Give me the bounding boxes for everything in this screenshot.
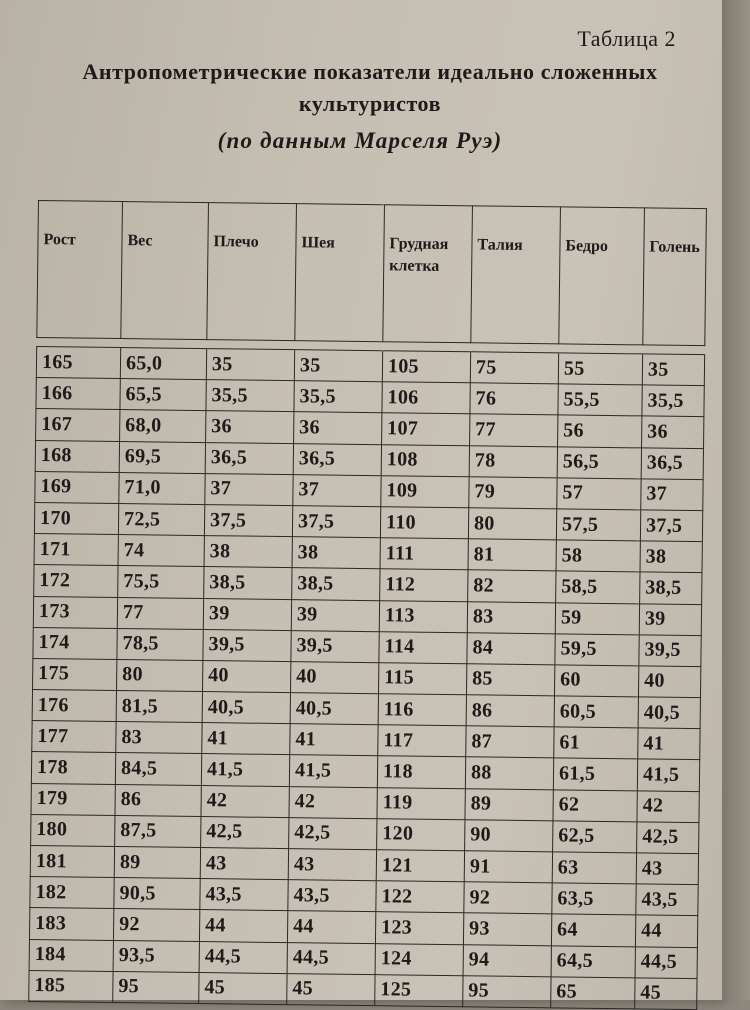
table-cell: 170	[34, 502, 118, 534]
table-cell: 43	[200, 848, 288, 880]
table-cell: 81,5	[116, 691, 202, 723]
table-cell: 92	[113, 909, 199, 941]
table-cell: 76	[470, 383, 558, 415]
table-cell: 124	[375, 943, 463, 975]
table-title	[40, 56, 700, 120]
table-cell: 105	[382, 351, 470, 383]
table-cell: 110	[380, 507, 468, 539]
table-cell: 85	[466, 664, 554, 696]
table-number-label: Таблица 2	[577, 26, 676, 51]
table-cell: 45	[287, 973, 375, 1005]
anthropometric-table	[28, 200, 707, 1010]
table-cell: 60,5	[554, 696, 638, 728]
table-cell: 78,5	[117, 628, 203, 660]
table-cell: 41,5	[201, 754, 289, 786]
table-cell: 40	[290, 661, 378, 693]
table-cell: 42,5	[289, 817, 377, 849]
table-cell: 113	[379, 600, 467, 632]
table-cell: 35,5	[294, 381, 382, 413]
table-cell: 123	[375, 912, 463, 944]
table-cell: 35	[206, 349, 294, 381]
table-cell: 178	[31, 752, 115, 784]
table-cell: 74	[118, 535, 204, 567]
table-cell: 119	[377, 787, 465, 819]
table-cell: 36	[642, 416, 704, 448]
table-cell: 63,5	[552, 883, 636, 915]
table-cell: 36,5	[205, 442, 293, 474]
table-cell: 120	[377, 818, 465, 850]
table-title-line-2: культуристов	[298, 91, 442, 116]
table-cell: 80	[468, 508, 556, 540]
table-cell: 175	[33, 658, 117, 690]
table-cell: 57	[557, 478, 641, 510]
column-header: Талия	[471, 206, 561, 344]
table-cell: 65,0	[120, 348, 206, 380]
table-cell: 61,5	[553, 758, 637, 790]
table-cell: 112	[380, 569, 468, 601]
table-cell: 93	[463, 913, 551, 945]
table-cell: 62	[553, 789, 637, 821]
table-cell: 182	[30, 877, 114, 909]
table-cell: 38	[292, 537, 380, 569]
table-cell: 37,5	[640, 510, 702, 542]
table-cell: 42,5	[637, 822, 699, 854]
table-cell: 44,5	[635, 946, 697, 978]
table-cell: 179	[31, 783, 115, 815]
table-cell: 64,5	[551, 945, 635, 977]
table-cell: 69,5	[119, 441, 205, 473]
table-cell: 55,5	[558, 384, 642, 416]
table-cell: 95	[113, 971, 199, 1003]
table-cell: 35	[294, 350, 382, 382]
table-cell: 58	[556, 540, 640, 572]
table-cell: 89	[114, 846, 200, 878]
table-cell: 71,0	[119, 472, 205, 504]
table-cell: 184	[29, 939, 113, 971]
table-cell: 72,5	[118, 503, 204, 535]
table-cell: 61	[554, 727, 638, 759]
table-cell: 35	[642, 354, 704, 386]
table-cell: 167	[36, 409, 120, 441]
table-cell: 37,5	[292, 506, 380, 538]
table-cell: 80	[117, 659, 203, 691]
table-cell: 86	[115, 784, 201, 816]
table-cell: 65	[551, 977, 635, 1009]
table-cell: 56	[558, 415, 642, 447]
table-cell: 35,5	[642, 385, 704, 417]
table-cell: 44,5	[199, 941, 287, 973]
table-cell: 42	[201, 785, 289, 817]
table-cell: 77	[470, 414, 558, 446]
table-cell: 183	[29, 908, 113, 940]
table-cell: 39,5	[203, 629, 291, 661]
table-cell: 95	[463, 976, 551, 1008]
table-cell: 180	[31, 814, 115, 846]
table-cell: 93,5	[113, 940, 199, 972]
table-cell: 37	[641, 479, 703, 511]
table-cell: 59	[555, 602, 639, 634]
table-cell: 62,5	[553, 821, 637, 853]
table-cell: 39	[291, 599, 379, 631]
table-cell: 44	[287, 911, 375, 943]
table-title-line-1: Антропометрические показатели идеально сложенных	[82, 59, 658, 84]
table-subtitle: (по данным Марселя Руэ)	[217, 128, 503, 153]
table-cell: 43,5	[200, 879, 288, 911]
table-cell: 75,5	[118, 566, 204, 598]
table-cell: 45	[199, 972, 287, 1004]
table-cell: 38,5	[292, 568, 380, 600]
table-cell: 55	[558, 353, 642, 385]
table-cell: 40,5	[290, 693, 378, 725]
table-cell: 42	[637, 790, 699, 822]
table-cell: 125	[375, 974, 463, 1006]
table-cell: 79	[469, 477, 557, 509]
table-cell: 38,5	[640, 572, 702, 604]
table-cell: 87,5	[115, 815, 201, 847]
table-cell: 81	[468, 539, 556, 571]
table-cell: 39	[203, 598, 291, 630]
table-cell: 173	[33, 596, 117, 628]
table-cell: 41	[290, 724, 378, 756]
table-cell: 63	[552, 852, 636, 884]
table-cell: 75	[470, 352, 558, 384]
table-cell: 43	[288, 849, 376, 881]
table-cell: 43,5	[288, 880, 376, 912]
table-cell: 44	[199, 910, 287, 942]
column-header: Рост	[37, 201, 123, 339]
table-cell: 92	[464, 882, 552, 914]
table-cell: 38	[640, 541, 702, 573]
table-cell: 91	[464, 851, 552, 883]
table-cell: 37	[293, 474, 381, 506]
table-cell: 40	[638, 666, 700, 698]
table-cell: 108	[381, 444, 469, 476]
table-cell: 111	[380, 538, 468, 570]
table-header-row	[37, 201, 707, 346]
table-cell: 115	[378, 663, 466, 695]
table-cell: 37	[205, 473, 293, 505]
table-cell: 83	[116, 722, 202, 754]
table-cell: 176	[32, 690, 116, 722]
table-cell: 78	[469, 445, 557, 477]
table-cell: 43	[636, 853, 698, 885]
table-cell: 56,5	[557, 446, 641, 478]
table-cell: 90,5	[114, 878, 200, 910]
table-cell: 122	[376, 881, 464, 913]
table-cell: 89	[465, 788, 553, 820]
table-cell: 77	[117, 597, 203, 629]
table-cell: 39,5	[639, 635, 701, 667]
table-cell: 166	[36, 378, 120, 410]
table-cell: 94	[463, 944, 551, 976]
table-cell: 60	[554, 665, 638, 697]
table-cell: 39	[639, 603, 701, 635]
table-cell: 172	[34, 565, 118, 597]
column-header: Бедро	[559, 207, 645, 345]
table-cell: 118	[377, 756, 465, 788]
table-cell: 39,5	[291, 630, 379, 662]
table-cell: 116	[378, 694, 466, 726]
table-cell: 68,0	[120, 410, 206, 442]
column-header: Грудная клетка	[383, 205, 473, 343]
table-cell: 41	[638, 728, 700, 760]
table-cell: 36,5	[641, 447, 703, 479]
table-cell: 36	[294, 412, 382, 444]
table-cell: 106	[382, 382, 470, 414]
column-header: Плечо	[207, 203, 297, 341]
table-cell: 90	[465, 820, 553, 852]
table-cell: 43,5	[636, 884, 698, 916]
table-cell: 45	[635, 978, 697, 1010]
table-cell: 121	[376, 850, 464, 882]
column-header: Вес	[121, 202, 209, 340]
table-cell: 165	[36, 346, 120, 378]
table-body	[29, 337, 705, 1009]
table-cell: 44,5	[287, 942, 375, 974]
table-cell: 88	[465, 757, 553, 789]
table-cell: 59,5	[555, 634, 639, 666]
table-cell: 38	[204, 536, 292, 568]
table-cell: 38,5	[204, 567, 292, 599]
table-cell: 114	[379, 631, 467, 663]
column-header: Шея	[295, 204, 385, 342]
table-cell: 40	[203, 660, 291, 692]
column-header: Голень	[643, 208, 707, 346]
table-cell: 84	[467, 632, 555, 664]
table-cell: 168	[35, 440, 119, 472]
table-cell: 65,5	[120, 379, 206, 411]
table-cell: 44	[635, 915, 697, 947]
table-cell: 84,5	[115, 753, 201, 785]
table-cell: 58,5	[556, 571, 640, 603]
table-cell: 181	[30, 845, 114, 877]
table-cell: 40,5	[202, 692, 290, 724]
table-cell: 35,5	[206, 380, 294, 412]
table-cell: 42	[289, 786, 377, 818]
table-cell: 36,5	[293, 443, 381, 475]
table-cell: 109	[381, 475, 469, 507]
table-cell: 86	[466, 695, 554, 727]
page-edge	[722, 0, 750, 1000]
table-cell: 169	[35, 471, 119, 503]
table-cell: 117	[378, 725, 466, 757]
table-cell: 57,5	[556, 509, 640, 541]
table-cell: 42,5	[201, 816, 289, 848]
table-cell: 177	[32, 721, 116, 753]
table-cell: 185	[29, 970, 113, 1002]
table-cell: 36	[206, 411, 294, 443]
table-cell: 174	[33, 627, 117, 659]
table-cell: 64	[551, 914, 635, 946]
table-cell: 41,5	[289, 755, 377, 787]
table-cell: 82	[468, 570, 556, 602]
table-cell: 41	[202, 723, 290, 755]
table-cell: 37,5	[204, 504, 292, 536]
table-cell: 41,5	[637, 759, 699, 791]
table-cell: 171	[34, 534, 118, 566]
table-cell: 83	[467, 601, 555, 633]
table-cell: 87	[466, 726, 554, 758]
table-cell: 107	[382, 413, 470, 445]
table-cell: 40,5	[638, 697, 700, 729]
